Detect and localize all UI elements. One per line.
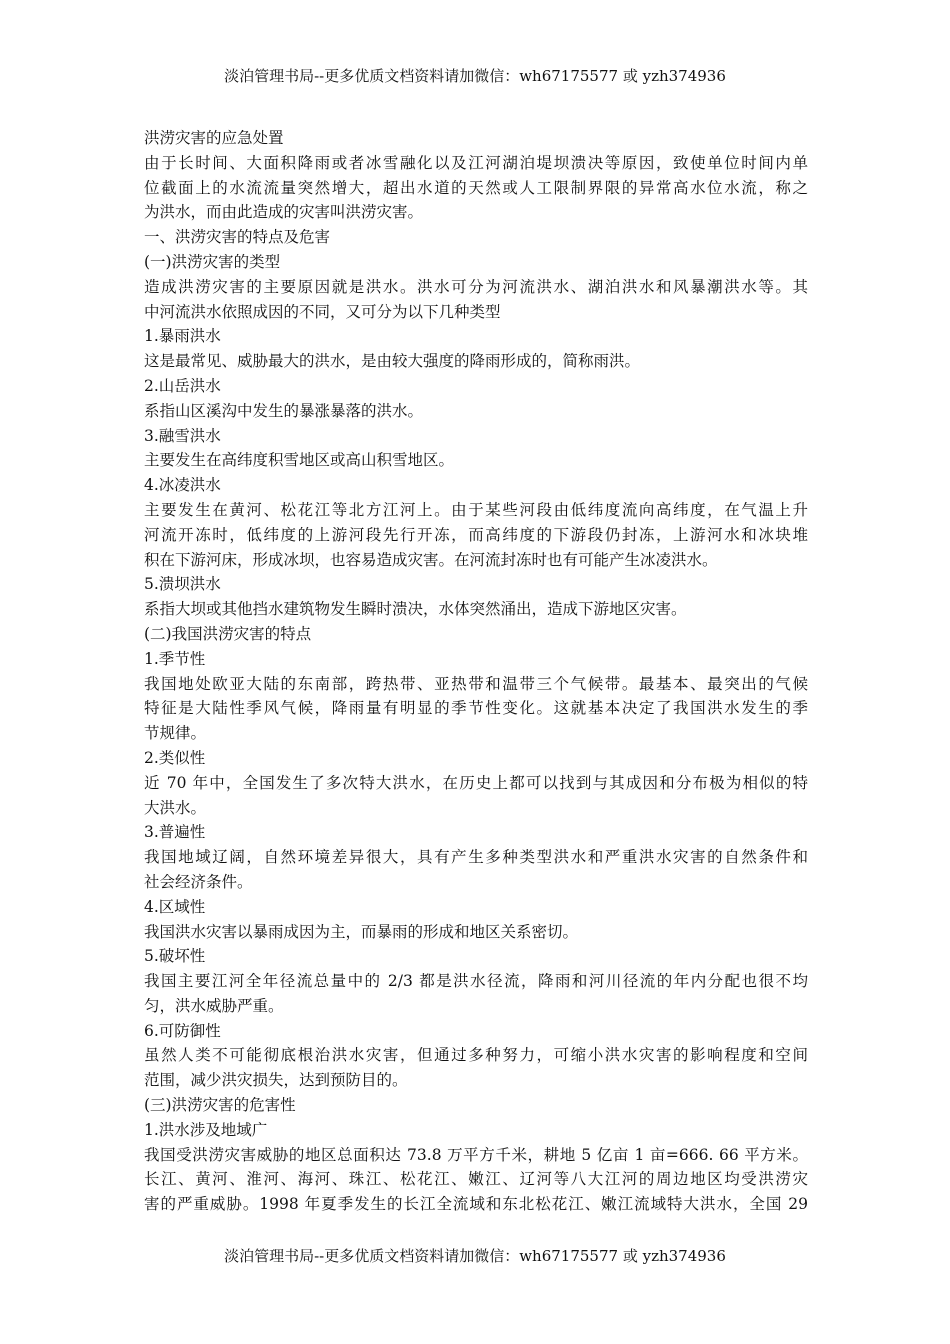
paragraph-line: 近 70 年中，全国发生了多次特大洪水，在历史上都可以找到与其成因和分布极为相似的特 xyxy=(144,773,808,792)
paragraph-line: 系指大坝或其他挡水建筑物发生瞬时溃决，水体突然涌出，造成下游地区灾害。 xyxy=(144,600,687,619)
item-heading: 1.季节性 xyxy=(144,649,206,668)
paragraph-line: 系指山区溪沟中发生的暴涨暴落的洪水。 xyxy=(144,401,424,420)
paragraph-line: 由于长时间、大面积降雨或者冰雪融化以及江河湖泊堤坝溃决等原因，致使单位时间内单 xyxy=(144,153,808,172)
paragraph-line: 长江、黄河、淮河、海河、珠江、松花江、嫩江、辽河等八大江河的周边地区均受洪涝灾 xyxy=(144,1170,808,1189)
subsection-heading: (一)洪涝灾害的类型 xyxy=(144,252,281,271)
item-heading: 4.冰凌洪水 xyxy=(144,476,221,495)
paragraph-line: 我国地处欧亚大陆的东南部，跨热带、亚热带和温带三个气候带。最基本、最突出的气候 xyxy=(144,674,808,693)
item-heading: 1.暴雨洪水 xyxy=(144,327,221,346)
paragraph-line: 范围，减少洪灾损失，达到预防目的。 xyxy=(144,1071,408,1090)
paragraph-line: 虽然人类不可能彻底根治洪水灾害，但通过多种努力，可缩小洪水灾害的影响程度和空间 xyxy=(144,1046,808,1065)
paragraph-line: 害的严重威胁。1998 年夏季发生的长江全流域和东北松花江、嫩江流域特大洪水，全国 29 xyxy=(144,1195,808,1214)
document-body xyxy=(144,126,808,1217)
paragraph-line: 匀，洪水威胁严重。 xyxy=(144,996,284,1015)
item-heading: 4.区域性 xyxy=(144,897,206,916)
doc-title: 洪涝灾害的应急处置 xyxy=(144,129,284,147)
paragraph-line: 我国主要江河全年径流总量中的 2/3 都是洪水径流，降雨和河川径流的年内分配也很不均 xyxy=(144,972,808,991)
item-heading: 5.溃坝洪水 xyxy=(144,575,221,594)
page-footer: 淡泊管理书局--更多优质文档资料请加微信：wh67175577 或 yzh374936 xyxy=(224,1247,726,1265)
paragraph-line: 我国受洪涝灾害威胁的地区总面积达 73.8 万平方千米，耕地 5 亿亩 1 亩=666. 66 平方米。 xyxy=(144,1145,808,1164)
paragraph-line: 积在下游河床，形成冰坝，也容易造成灾害。在河流封冻时也有可能产生冰凌洪水。 xyxy=(144,550,718,569)
subsection-heading: (二)我国洪涝灾害的特点 xyxy=(144,624,312,643)
paragraph-line: 中河流洪水依照成因的不同，又可分为以下几种类型 xyxy=(144,302,501,321)
paragraph-line: 为洪水，而由此造成的灾害叫洪涝灾害。 xyxy=(144,203,424,222)
paragraph-line: 主要发生在黄河、松花江等北方江河上。由于某些河段由低纬度流向高纬度，在气温上升 xyxy=(144,500,808,519)
paragraph-line: 节规律。 xyxy=(144,724,207,743)
paragraph-line: 我国地域辽阔，自然环境差异很大，具有产生多种类型洪水和严重洪水灾害的自然条件和 xyxy=(144,848,808,867)
subsection-heading: (三)洪涝灾害的危害性 xyxy=(144,1096,296,1115)
item-heading: 3.普遍性 xyxy=(144,823,206,842)
paragraph-line: 特征是大陆性季风气候，降雨量有明显的季节性变化。这就基本决定了我国洪水发生的季 xyxy=(144,699,808,718)
item-heading: 5.破坏性 xyxy=(144,947,206,966)
paragraph-line: 位截面上的水流流量突然增大，超出水道的天然或人工限制界限的异常高水位水流，称之 xyxy=(144,178,808,197)
item-heading: 3.融雪洪水 xyxy=(144,426,221,445)
paragraph-line: 社会经济条件。 xyxy=(144,872,253,891)
paragraph-line: 这是最常见、威胁最大的洪水，是由较大强度的降雨形成的，简称雨洪。 xyxy=(144,352,641,371)
paragraph-line: 河流开冻时，低纬度的上游河段先行开冻，而高纬度的下游段仍封冻，上游河水和冰块堆 xyxy=(144,525,808,544)
paragraph-line: 主要发生在高纬度积雪地区或高山积雪地区。 xyxy=(144,451,455,470)
page-header: 淡泊管理书局--更多优质文档资料请加微信：wh67175577 或 yzh374936 xyxy=(224,67,726,85)
item-heading: 1.洪水涉及地域广 xyxy=(144,1120,268,1139)
paragraph-line: 造成洪涝灾害的主要原因就是洪水。洪水可分为河流洪水、湖泊洪水和风暴潮洪水等。其 xyxy=(144,277,808,296)
paragraph-line: 我国洪水灾害以暴雨成因为主，而暴雨的形成和地区关系密切。 xyxy=(144,922,579,941)
item-heading: 2.山岳洪水 xyxy=(144,376,221,395)
paragraph-line: 大洪水。 xyxy=(144,798,207,817)
section-heading: 一、洪涝灾害的特点及危害 xyxy=(144,228,331,247)
item-heading: 2.类似性 xyxy=(144,748,206,767)
item-heading: 6.可防御性 xyxy=(144,1021,221,1040)
